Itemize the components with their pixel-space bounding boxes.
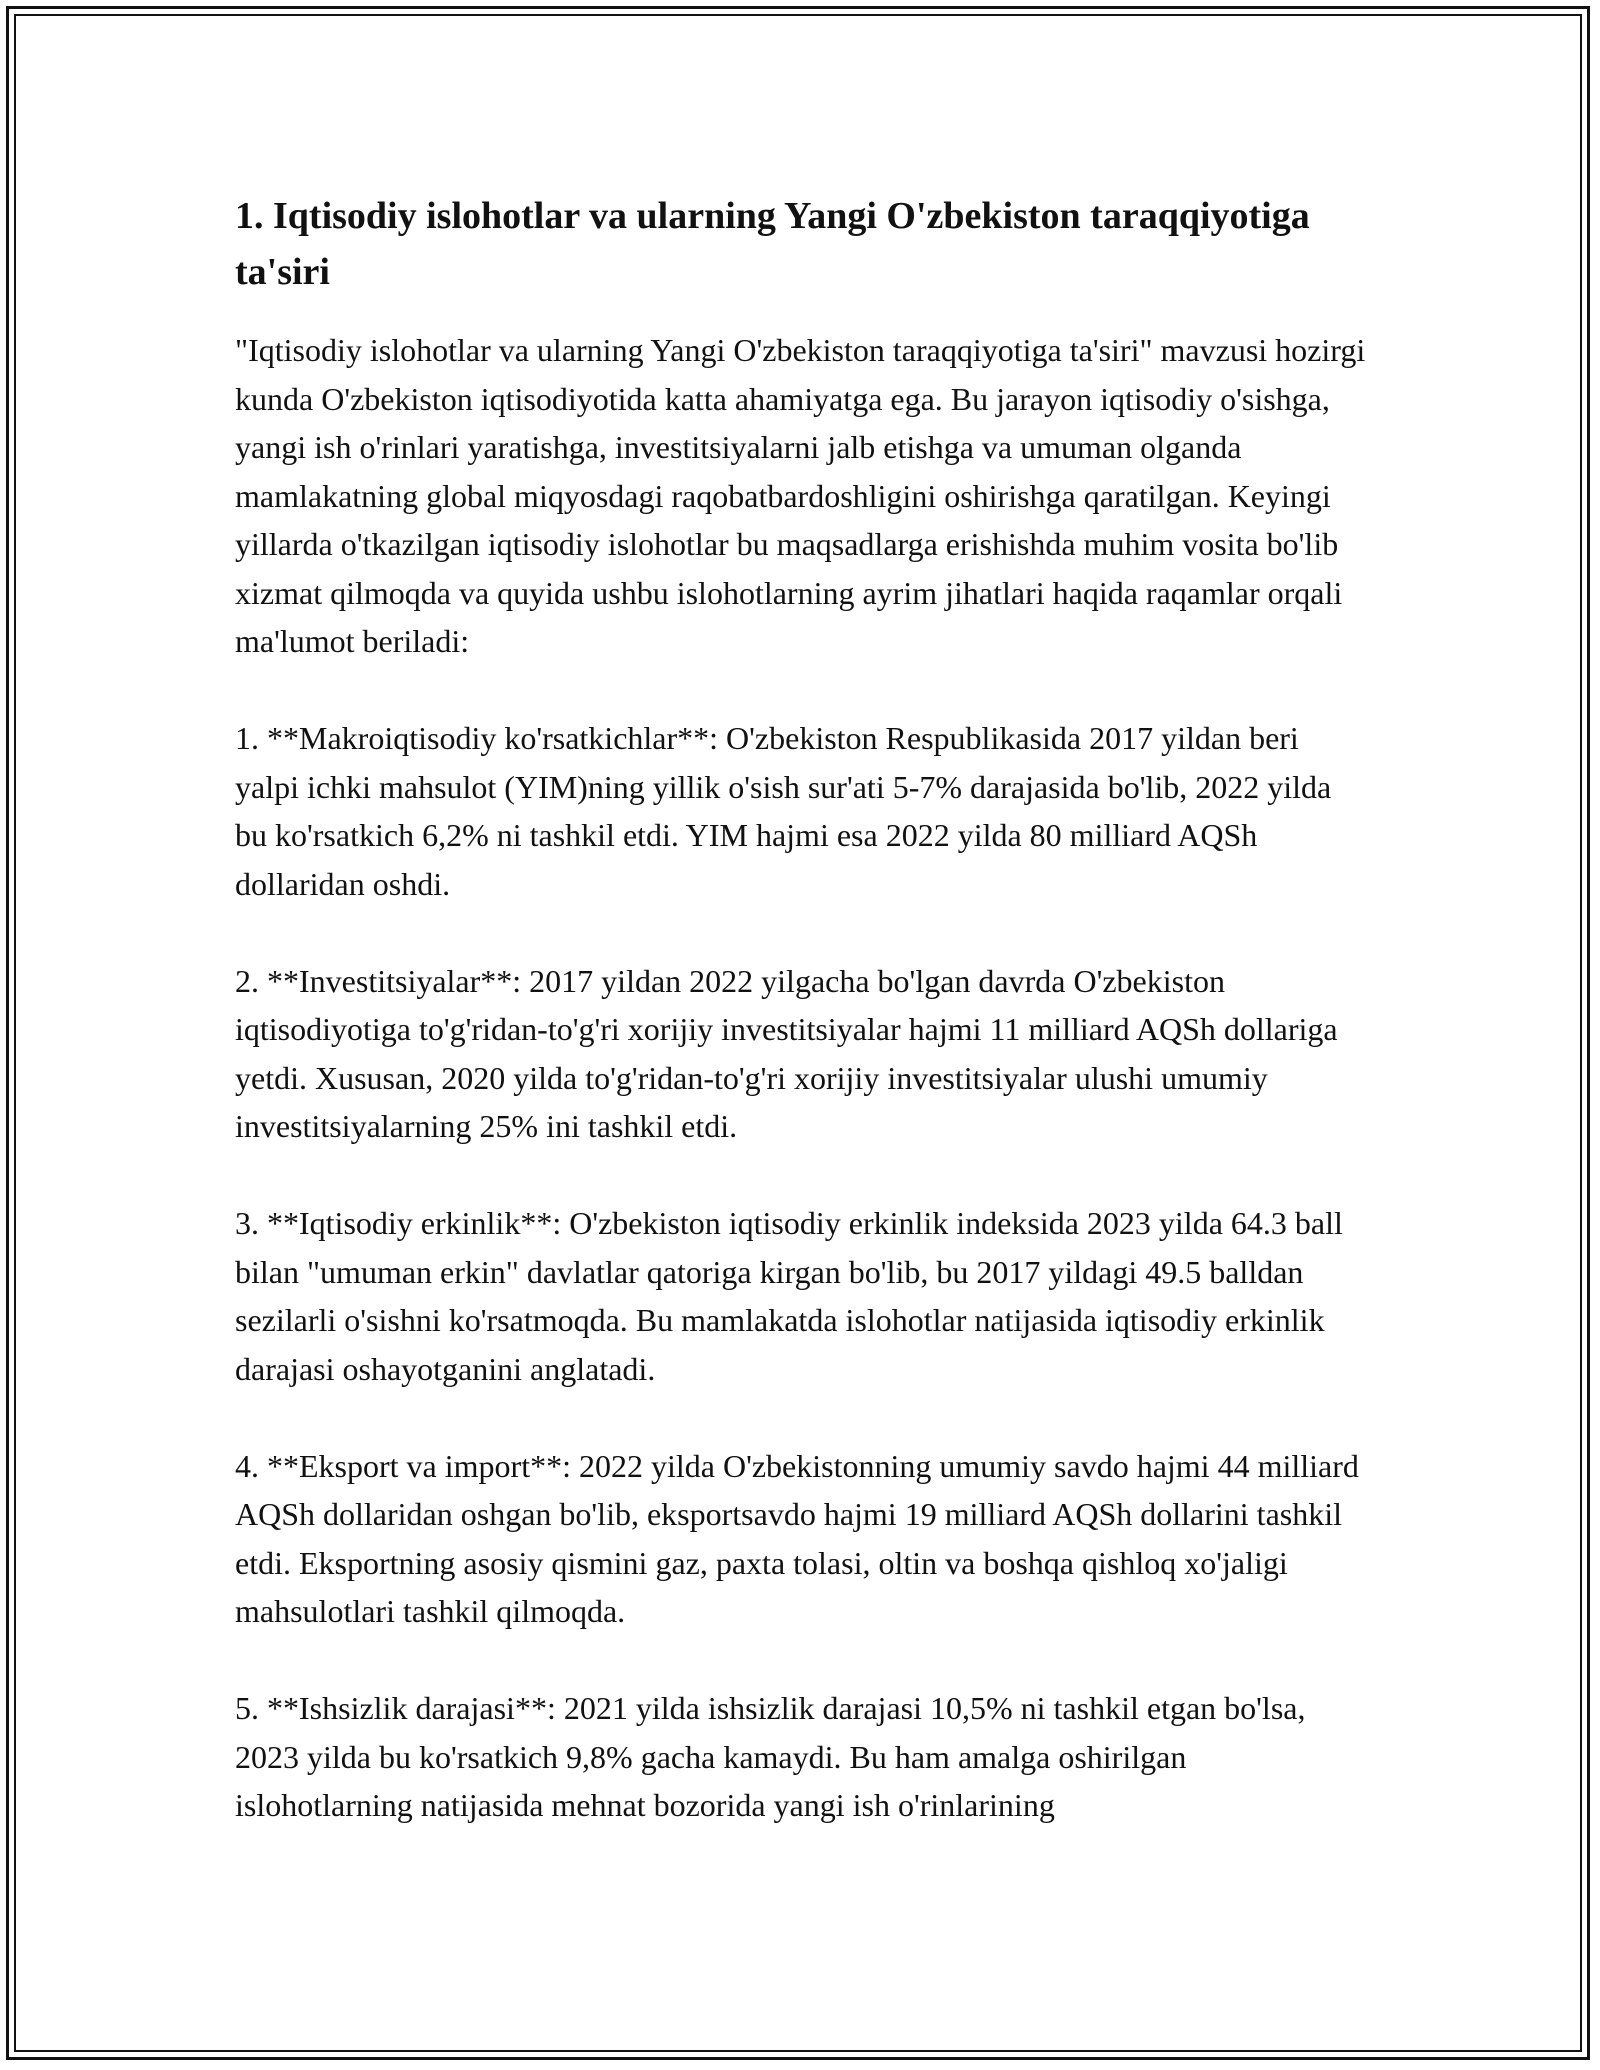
list-item-unemployment-rate: 5. **Ishsizlik darajasi**: 2021 yilda ishsizlik darajasi 10,5% ni tashkil etgan bo'lsa, 2023 yilda bu ko'rsatkich 9,8% gacha kamaydi. Bu ham amalga oshirilgan islohotlarning natijasida mehnat bozorida yangi ish o'rinlarining — [235, 1690, 1314, 1823]
list-item-economic-freedom: 3. **Iqtisodiy erkinlik**: O'zbekiston iqtisodiy erkinlik indeksida 2023 yilda 64.3 ball bilan "umuman erkin" davlatlar qatoriga kirgan bo'lib, bu 2017 yildagi 49.5 balldan sezilarli o'sishni ko'rsatmoqda. Bu mamlakatda islohotlar natijasida iqtisodiy erkinlik darajasi oshayotganini anglatadi. — [235, 1205, 1351, 1387]
list-item-export-import: 4. **Eksport va import**: 2022 yilda O'zbekistonning umumiy savdo hajmi 44 milliard AQSh dollaridan oshgan bo'lib, eksportsavdo hajmi 19 milliard AQSh dollarini tashkil etdi. Eksportning asosiy qismini gaz, paxta tolasi, oltin va boshqa qishloq xo'jaligi mahsulotlari tashkil qilmoqda. — [235, 1447, 1366, 1629]
intro-paragraph: "Iqtisodiy islohotlar va ularning Yangi O'zbekiston taraqqiyotiga ta'siri" mavzusi hozirgi kunda O'zbekiston iqtisodiyotida katta ahamiyatga ega. Bu jarayon iqtisodiy o'sishga, yangi ish o'rinlari yaratishga, investitsiyalarni jalb etishga va umuman olganda mamlakatning global miqyosdagi raqobatbardoshligini oshirishga qaratilgan. Keyingi yillarda o'tkazilgan iqtisodiy islohotlar bu maqsadlarga erishishda muhim vosita bo'lib xizmat qilmoqda va quyida ushbu islohotlarning ayrim jihatlari haqida raqamlar orqali ma'lumot beriladi: — [235, 332, 1374, 659]
list-item-macroeconomic-indicators: 1. **Makroiqtisodiy ko'rsatkichlar**: O'zbekiston Respublikasida 2017 yildan beri yalpi ichki mahsulot (YIM)ning yillik o'sish sur'ati 5-7% darajasida bo'lib, 2022 yilda bu ko'rsatkich 6,2% ni tashkil etdi. YIM hajmi esa 2022 yilda 80 milliard AQSh dollaridan oshdi. — [235, 720, 1340, 902]
document-body — [235, 188, 1374, 1830]
page-title: 1. Iqtisodiy islohotlar va ularning Yangi O'zbekiston taraqqiyotiga ta'siri — [235, 195, 1310, 293]
list-item-investments: 2. **Investitsiyalar**: 2017 yildan 2022 yilgacha bo'lgan davrda O'zbekiston iqtisodiyotiga to'g'ridan-to'g'ri xorijiy investitsiyalar hajmi 11 milliard AQSh dollariga yetdi. Xususan, 2020 yilda to'g'ridan-to'g'ri xorijiy investitsiyalar ulushi umumiy investitsiyalarning 25% ini tashkil etdi. — [235, 962, 1346, 1144]
